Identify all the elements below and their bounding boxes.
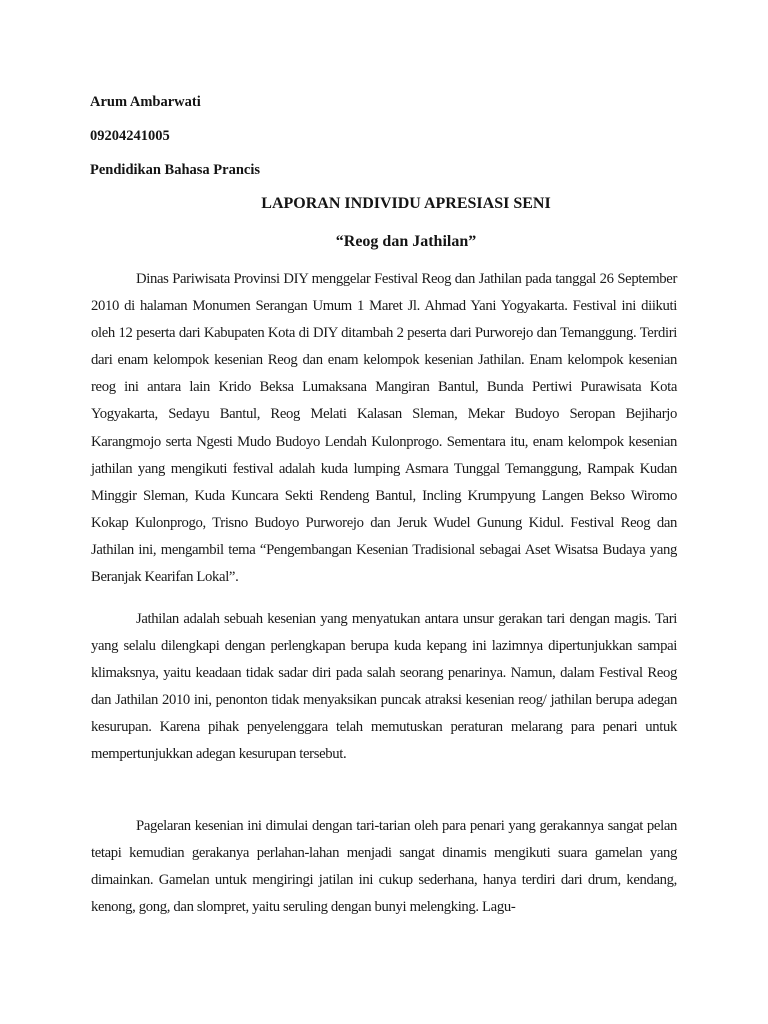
student-id: 09204241005 — [90, 128, 170, 144]
report-title: LAPORAN INDIVIDU APRESIASI SENI — [261, 195, 551, 212]
paragraph-3: Pagelaran kesenian ini dimulai dengan tari-tarian oleh para penari yang gerakannya sangat pelan tetapi kemudian gerakanya perlahan-lahan menjadi sangat dinamis mengikuti suara gamelan yang dimainkan. Gamelan untuk mengiringi jatilan ini cukup sederhana, hanya terdiri dari drum, kendang, kenong, gong, dan slompret, yaitu seruling dengan bunyi melengking. Lagu- — [91, 818, 677, 916]
report-subtitle: “Reog dan Jathilan” — [335, 233, 477, 250]
paragraph-2: Jathilan adalah sebuah kesenian yang menyatukan antara unsur gerakan tari dengan magis. Tari yang selalu dilengkapi dengan perlengkapan berupa kuda kepang ini lazimnya dipertunjukkan sampai klimaksnya, yaitu keadaan tidak sadar diri pada salah seorang penarinya. Namun, dalam Festival Reog dan Jathilan 2010 ini, penonton tidak menyaksikan puncak atraksi kesenian reog/ jathilan berupa adegan kesurupan. Karena pihak penyelenggara telah memutuskan peraturan melarang para penari untuk mempertunjukkan adegan kesurupan tersebut. — [91, 611, 677, 763]
paragraph-1: Dinas Pariwisata Provinsi DIY menggelar Festival Reog dan Jathilan pada tanggal 26 September 2010 di halaman Monumen Serangan Umum 1 Maret Jl. Ahmad Yani Yogyakarta. Festival ini diikuti oleh 12 peserta dari Kabupaten Kota di DIY ditambah 2 peserta dari Purworejo dan Temanggung. Terdiri dari enam kelompok kesenian Reog dan enam kelompok kesenian Jathilan. Enam kelompok kesenian reog ini antara lain Krido Beksa Lumaksana Mangiran Bantul, Bunda Pertiwi Purawisata Kota Yogyakarta, Sedayu Bantul, Reog Melati Kalasan Sleman, Mekar Budoyo Seropan Bejiharjo Karangmojo serta Ngesti Mudo Budoyo Lendah Kulonprogo. Sementara itu, enam kelompok kesenian jathilan yang mengikuti festival adalah kuda lumping Asmara Tunggal Temanggung, Rampak Kudan Minggir Sleman, Kuda Kuncara Sekti Rendeng Bantul, Incling Krumpyung Langen Bekso Wiromo Kokap Kulonprogo, Trisno Budoyo Purworejo dan Jeruk Wudel Gunung Kidul. Festival Reog dan Jathilan ini, mengambil tema “Pengembangan Kesenian Tradisional sebagai Aset Wisatsa Budaya yang Beranjak Kearifan Lokal”. — [91, 271, 677, 586]
author-name: Arum Ambarwati — [90, 94, 201, 110]
department: Pendidikan Bahasa Prancis — [90, 162, 261, 178]
